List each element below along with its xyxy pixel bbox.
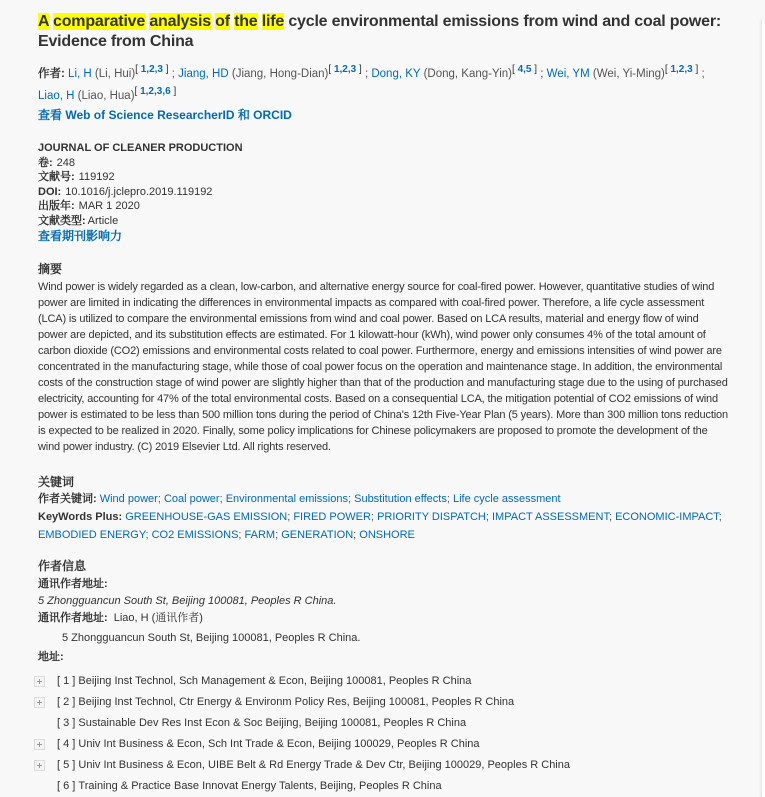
document-type-field: 文献类型: Article: [38, 214, 119, 227]
author-info-section: [38, 558, 728, 797]
address-item: [ 3 ] Sustainable Dev Res Inst Econ & Soc Beijing, Beijing 100081, Peoples R China: [57, 717, 467, 729]
author-keyword-link[interactable]: Environmental emissions: [225, 492, 348, 505]
address-item: [ 5 ] Univ Int Business & Econ, UIBE Belt & Rd Energy Trade & Dev Ctr, Beijing 100029, Peoples R China: [32, 755, 728, 776]
publication-date-field: 出版年: MAR 1 2020: [38, 200, 140, 212]
doi-field: DOI: 10.1016/j.jclepro.2019.119192: [38, 185, 213, 198]
expand-plus-icon[interactable]: [34, 676, 45, 687]
title-highlight-word: comparative: [53, 13, 146, 30]
keyword-plus-link[interactable]: FARM: [244, 528, 276, 541]
authors-label: 作者:: [38, 68, 65, 80]
author-affiliation-ref[interactable]: [ 1,2,3,6 ]: [134, 86, 177, 97]
author-affiliation-ref[interactable]: [ 4,5 ]: [512, 64, 538, 75]
title-highlight-word: analysis: [149, 13, 211, 30]
abstract-heading: 摘要: [38, 261, 63, 276]
address-list: [32, 671, 728, 797]
abstract-text: Wind power is widely regarded as a clean, low-carbon, and alternative energy source for coal-fired power. However, quantitative studies of wind power are limited in indicating the differences in environmental impacts as compared with coal-fired power. Therefore, a life cycle assessment (LCA) is utilized to compare the environmental emissions from wind and coal power. Based on LCA results, material and energy flow of wind power are depicted, and its substitution effects are estimated. For 1 kilowatt-hour (kWh), wind power only consumes 4% of the total amount of carbon dioxide (CO2) emissions and environmental costs related to coal power. Furthermore, energy and emissions intensities of wind power are concentrated in the manufacturing stage, while those of coal power focus on the operation and maintenance stage. In addition, the environmental costs of the construction stage of wind power are slightly higher than that of the production and manufacturing stage due to the using of purchased electricity, accounting for 47% of the total environmental costs. Based on a consequential LCA, the mitigation potential of CO2 emissions of wind power is estimated to be less than 500 million tons during the period of China's 12th Five-Year Plan (5 years). More than 300 million tons reduction is expected to be realized in 2020. Finally, some policy implications for Chinese policymakers are proposed to promote the development of the wind power industry. (C) 2019 Elsevier Ltd. All rights reserved.: [38, 280, 728, 453]
article-title: [38, 12, 728, 52]
author-full-name: (Li, Hui): [94, 68, 136, 80]
expand-plus-icon[interactable]: [34, 697, 45, 708]
keywords-plus-label: KeyWords Plus:: [38, 510, 123, 523]
source-info: [38, 141, 728, 245]
corresponding-author-address: 5 Zhongguancun South St, Beijing 100081, Peoples R China.: [62, 631, 361, 644]
author-full-name: (Liao, Hua): [77, 90, 135, 102]
publication-date-value: MAR 1 2020: [78, 200, 140, 212]
author-info-heading: 作者信息: [38, 558, 87, 573]
corresponding-author-name: Liao, H (通讯作者): [113, 611, 203, 624]
address-item: [ 1 ] Beijing Inst Technol, Sch Management & Econ, Beijing 100081, Peoples R China: [32, 671, 728, 692]
keyword-plus-link[interactable]: GENERATION: [281, 528, 354, 541]
corresponding-author-label: 通讯作者地址:: [38, 611, 108, 624]
expand-plus-icon[interactable]: [34, 739, 45, 750]
view-journal-impact-link[interactable]: 查看期刊影响力: [38, 229, 123, 243]
corresponding-address-label: 通讯作者地址:: [38, 577, 108, 590]
article-number-field: 文献号: 119192: [38, 171, 115, 183]
addresses-label: 地址:: [38, 650, 64, 663]
volume-value: 248: [56, 156, 76, 169]
author-keyword-link[interactable]: Life cycle assessment: [452, 492, 561, 505]
author-keyword-link[interactable]: Substitution effects: [354, 492, 447, 505]
address-item: [ 2 ] Beijing Inst Technol, Ctr Energy & Environm Policy Res, Beijing 100081, Peoples R China: [32, 692, 728, 713]
author-link[interactable]: Li, H: [68, 68, 92, 80]
title-highlight-word: the: [234, 13, 258, 30]
title-highlight-word: life: [261, 13, 285, 30]
volume-field: 卷: 248: [38, 156, 76, 169]
article-number-value: 119192: [78, 171, 115, 183]
doi-value: 10.1016/j.jclepro.2019.119192: [65, 185, 213, 198]
keyword-plus-link[interactable]: FIRED POWER: [293, 510, 371, 523]
expand-plus-icon[interactable]: [34, 760, 45, 771]
author-affiliation-ref[interactable]: [ 1,2,3 ]: [328, 64, 362, 75]
keywords-plus-row: KeyWords Plus: GREENHOUSE-GAS EMISSION; FIRED POWER; PRIORITY DISPATCH; IMPACT ASSESSMENT; ECONOMIC-IMPACT; EMBODIED ENERGY; CO2 EMISSIONS; FARM; GENERATION; ONSHORE: [38, 510, 722, 541]
document-type-value: Article: [87, 214, 119, 227]
abstract-section: [38, 261, 728, 455]
keyword-plus-link[interactable]: PRIORITY DISPATCH: [377, 510, 486, 523]
author-keywords-row: 作者关键词: Wind power; Coal power; Environmental emissions; Substitution effects; Life cycle assessment: [38, 492, 561, 505]
keywords-section: [38, 474, 728, 544]
author-affiliation-ref[interactable]: [ 1,2,3 ]: [664, 64, 699, 75]
author-full-name: (Wei, Yi-Ming): [592, 68, 665, 80]
author-keyword-link[interactable]: Wind power: [99, 492, 158, 505]
author-link[interactable]: Wei, YM: [546, 68, 590, 80]
view-researcherid-orcid-link[interactable]: 查看 Web of Science ResearcherID 和 ORCID: [38, 108, 292, 122]
keywords-heading: 关键词: [38, 474, 75, 489]
title-highlight-word: A: [38, 13, 49, 30]
keyword-plus-link[interactable]: EMBODIED ENERGY: [38, 528, 146, 541]
journal-name: JOURNAL OF CLEANER PRODUCTION: [38, 142, 243, 154]
keyword-plus-link[interactable]: CO2 EMISSIONS: [151, 528, 239, 541]
address-item: [ 6 ] Training & Practice Base Innovat Energy Talents, Beijing, Peoples R China: [57, 780, 442, 792]
title-highlight-word: of: [215, 13, 230, 30]
authors-line: 作者: Li, H (Li, Hui)[ 1,2,3 ] ; Jiang, HD (Jiang, Hong-Dian)[ 1,2,3 ] ; Dong, KY (Dong, Kang-Yin)[ 4,5 ] ; Wei, YM (Wei, Yi-Ming)[ 1,2,3 ] ; Liao, H (Liao, Hua)[ 1,2,3,6 ] 查看 Web of Science ResearcherID 和 ORCID: [38, 64, 705, 122]
author-full-name: (Jiang, Hong-Dian): [231, 68, 329, 80]
author-keywords-label: 作者关键词:: [38, 492, 97, 505]
author-keyword-link[interactable]: Coal power: [163, 492, 220, 505]
author-link[interactable]: Dong, KY: [371, 68, 421, 80]
address-item: [ 4 ] Univ Int Business & Econ, Sch Int Trade & Econ, Beijing 100029, Peoples R China: [32, 734, 728, 755]
corresponding-address-italic: 5 Zhongguancun South St, Beijing 100081, Peoples R China.: [38, 594, 337, 607]
author-affiliation-ref[interactable]: [ 1,2,3 ]: [135, 64, 169, 75]
right-side-panel: [761, 20, 765, 797]
keyword-plus-link[interactable]: ONSHORE: [359, 528, 415, 541]
author-link[interactable]: Liao, H: [38, 90, 75, 102]
record-page: [38, 12, 728, 797]
keyword-plus-link[interactable]: ECONOMIC-IMPACT: [615, 510, 719, 523]
title-rest: cycle environmental emissions from wind and coal power: Evidence from China: [38, 13, 722, 50]
keyword-plus-link[interactable]: GREENHOUSE-GAS EMISSION: [125, 510, 288, 523]
keyword-plus-link[interactable]: IMPACT ASSESSMENT: [492, 510, 609, 523]
author-link[interactable]: Jiang, HD: [178, 68, 229, 80]
author-full-name: (Dong, Kang-Yin): [423, 68, 513, 80]
